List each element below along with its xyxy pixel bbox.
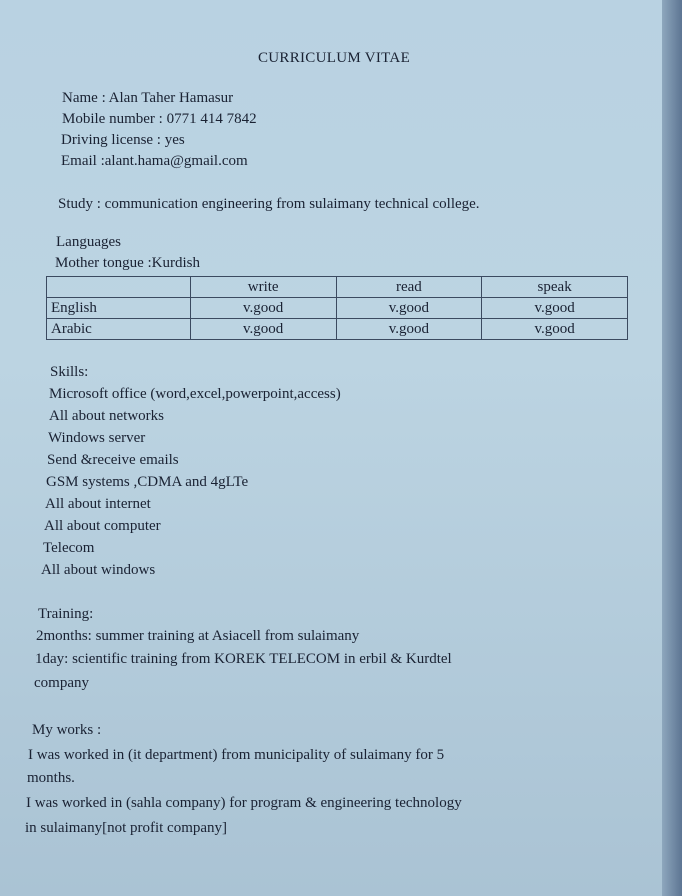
works-line: in sulaimany[not profit company] <box>25 820 228 836</box>
table-header-cell <box>47 277 191 298</box>
table-cell: v.good <box>336 319 482 340</box>
table-cell: v.good <box>190 319 336 340</box>
training-heading: Training: <box>38 606 94 622</box>
table-cell: English <box>47 298 191 319</box>
works-heading: My works : <box>32 722 102 738</box>
table-cell: v.good <box>190 298 336 319</box>
table-cell: Arabic <box>47 319 191 340</box>
table-header-cell: speak <box>482 277 628 298</box>
skill-item: Send &receive emails <box>47 452 179 468</box>
skill-item: Windows server <box>48 430 146 446</box>
skill-item: All about computer <box>44 518 161 534</box>
email-line: Email :alant.hama@gmail.com <box>61 153 248 169</box>
table-header-cell: read <box>336 277 482 298</box>
training-item: 2months: summer training at Asiacell from sulaimany <box>36 628 360 644</box>
training-item: 1day: scientific training from KOREK TELECOM in erbil & Kurdtel <box>35 651 452 667</box>
skill-item: Telecom <box>43 540 95 556</box>
training-item: company <box>34 675 89 691</box>
table-row <box>47 319 628 340</box>
document-title: CURRICULUM VITAE <box>257 50 411 66</box>
skill-item: All about networks <box>49 408 164 424</box>
skill-item: All about internet <box>45 496 151 512</box>
table-cell: v.good <box>336 298 482 319</box>
skills-heading: Skills: <box>50 364 89 380</box>
mobile-line: Mobile number : 0771 414 7842 <box>62 111 257 127</box>
skill-item: Microsoft office (word,excel,powerpoint,access) <box>49 386 341 402</box>
works-line: I was worked in (it department) from municipality of sulaimany for 5 <box>28 747 445 763</box>
driving-license-line: Driving license : yes <box>61 132 185 148</box>
page-edge-shadow <box>662 0 682 896</box>
works-line: I was worked in (sahla company) for program & engineering technology <box>26 795 462 811</box>
skill-item: GSM systems ,CDMA and 4gLTe <box>46 474 249 490</box>
study-line: Study : communication engineering from sulaimany technical college. <box>58 196 480 212</box>
skill-item: All about windows <box>41 562 156 578</box>
languages-heading: Languages <box>56 234 121 250</box>
name-line: Name : Alan Taher Hamasur <box>62 90 234 106</box>
mother-tongue-line: Mother tongue :Kurdish <box>55 255 200 271</box>
table-header-cell: write <box>190 277 336 298</box>
table-cell: v.good <box>482 319 628 340</box>
languages-table <box>46 276 628 340</box>
table-row <box>47 298 628 319</box>
works-line: months. <box>27 770 75 786</box>
table-header-row <box>47 277 628 298</box>
table-cell: v.good <box>482 298 628 319</box>
